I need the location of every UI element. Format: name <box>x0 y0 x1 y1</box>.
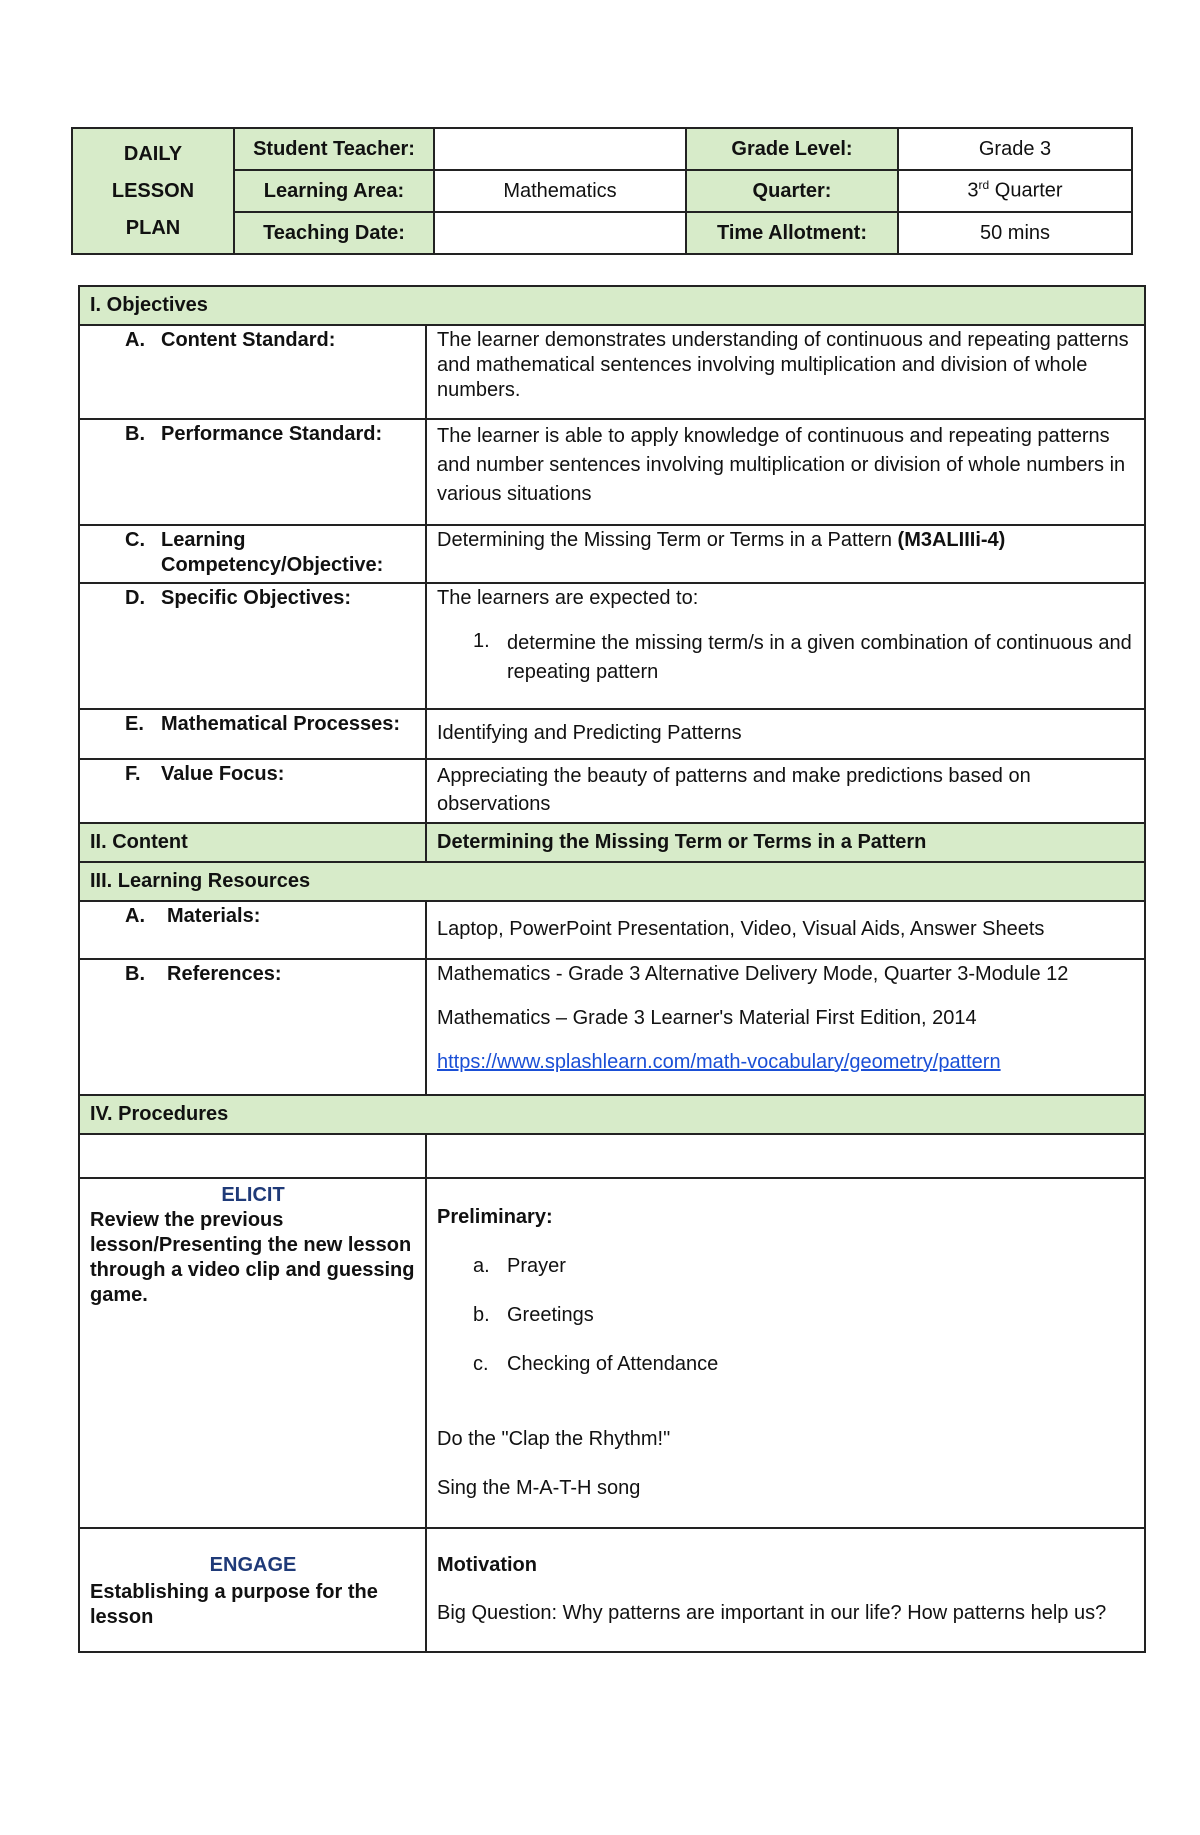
daily-lesson-plan-title <box>72 128 234 254</box>
engage-cell <box>79 1528 426 1652</box>
quarter-value <box>898 170 1132 212</box>
elicit-cell <box>79 1178 426 1528</box>
title-line: DAILY <box>123 142 183 165</box>
competency-code: (M3ALIIIi-4) <box>897 529 1006 551</box>
performance-standard-label <box>79 419 426 525</box>
item-text: Checking of Attendance <box>507 1353 719 1375</box>
item-key: B. <box>125 423 145 445</box>
item-label: Performance Standard: <box>161 423 383 445</box>
specific-objectives-cell <box>426 583 1145 709</box>
mathematical-processes-label <box>79 709 426 759</box>
item-key: F. <box>125 763 141 785</box>
teaching-date-label: Teaching Date: <box>234 212 434 254</box>
item-number: 1. <box>473 630 490 652</box>
engage-description: Establishing a purpose for the lesson <box>90 1581 378 1628</box>
engage-phase: ENGAGE <box>209 1554 297 1576</box>
item-label: Specific Objectives: <box>161 587 352 609</box>
content-standard-label <box>79 325 426 419</box>
quarter-number: 3 <box>967 179 979 202</box>
content-standard-text: The learner demonstrates understanding of continuous and repeating patterns and mathematical sentences involving multiplication and division of whole numbers. <box>426 325 1145 419</box>
quarter-suffix: rd <box>978 178 990 193</box>
time-allotment-value: 50 mins <box>898 212 1132 254</box>
item-label: Content Standard: <box>161 329 336 351</box>
materials-text: Laptop, PowerPoint Presentation, Video, Visual Aids, Answer Sheets <box>426 901 1145 959</box>
student-teacher-label: Student Teacher: <box>234 128 434 170</box>
item-key: A. <box>125 905 145 927</box>
performance-standard-text: The learner is able to apply knowledge of continuous and repeating patterns and number sentences involving multiplication or division of whole numbers in various situations <box>426 419 1145 525</box>
list-item <box>437 629 1135 687</box>
learning-competency-text <box>426 525 1145 583</box>
list-item <box>437 1352 1135 1377</box>
reference-link[interactable]: https://www.splashlearn.com/math-vocabulary/geometry/pattern <box>437 1051 1001 1073</box>
learning-resources-heading: III. Learning Resources <box>79 862 1145 901</box>
activity-text: Do the "Clap the Rhythm!" <box>437 1428 671 1450</box>
list-item <box>437 1254 1135 1279</box>
preliminary-label: Preliminary: <box>437 1206 553 1228</box>
time-allotment-label: Time Allotment: <box>686 212 898 254</box>
specific-objectives-list <box>437 629 1135 687</box>
elicit-activities-cell <box>426 1178 1145 1528</box>
references-label <box>79 959 426 1095</box>
item-key: a. <box>473 1255 490 1277</box>
elicit-phase: ELICIT <box>221 1184 285 1206</box>
lesson-plan-body <box>78 285 1146 1653</box>
item-key: A. <box>125 329 145 351</box>
lesson-plan-header <box>71 127 1133 255</box>
competency-text: Determining the Missing Term or Terms in a Pattern <box>437 529 898 551</box>
title-line: PLAN <box>125 216 181 239</box>
materials-label <box>79 901 426 959</box>
content-heading: II. Content <box>79 823 426 862</box>
item-key: B. <box>125 963 145 985</box>
title-line: LESSON <box>111 179 195 202</box>
student-teacher-field[interactable] <box>434 128 686 170</box>
item-label: Learning Competency/Objective: <box>161 529 384 576</box>
teaching-date-field[interactable] <box>434 212 686 254</box>
item-key: E. <box>125 713 144 735</box>
big-question-text: Big Question: Why patterns are important in our life? How patterns help us? <box>437 1602 1107 1624</box>
activity-text: Sing the M-A-T-H song <box>437 1477 641 1499</box>
list-item <box>437 1303 1135 1328</box>
item-key: D. <box>125 587 145 609</box>
item-text: Prayer <box>507 1255 566 1277</box>
specific-objectives-intro: The learners are expected to: <box>437 587 699 609</box>
motivation-label: Motivation <box>437 1554 537 1576</box>
grade-level-label: Grade Level: <box>686 128 898 170</box>
learning-area-label: Learning Area: <box>234 170 434 212</box>
item-label: Value Focus: <box>161 763 285 785</box>
item-text: determine the missing term/s in a given combination of continuous and repeating pattern <box>507 632 1132 683</box>
item-key: c. <box>473 1353 489 1375</box>
value-focus-label <box>79 759 426 823</box>
quarter-word: Quarter <box>989 179 1063 202</box>
empty-cell <box>426 1134 1145 1178</box>
objectives-heading: I. Objectives <box>79 286 1145 325</box>
specific-objectives-label <box>79 583 426 709</box>
elicit-description: Review the previous lesson/Presenting the new lesson through a video clip and guessing game. <box>90 1209 415 1306</box>
quarter-label: Quarter: <box>686 170 898 212</box>
value-focus-text: Appreciating the beauty of patterns and make predictions based on observations <box>426 759 1145 823</box>
reference-item: Mathematics – Grade 3 Learner's Material First Edition, 2014 <box>437 1007 977 1029</box>
learning-area-value: Mathematics <box>434 170 686 212</box>
content-value: Determining the Missing Term or Terms in a Pattern <box>426 823 1145 862</box>
learning-competency-label <box>79 525 426 583</box>
references-cell <box>426 959 1145 1095</box>
item-label: Mathematical Processes: <box>161 713 401 735</box>
item-key: C. <box>125 529 145 551</box>
item-text: Greetings <box>507 1304 594 1326</box>
item-key: b. <box>473 1304 490 1326</box>
item-label: References: <box>167 963 282 985</box>
item-label: Materials: <box>167 905 261 927</box>
reference-item: Mathematics - Grade 3 Alternative Delivery Mode, Quarter 3-Module 12 <box>437 963 1069 985</box>
mathematical-processes-text: Identifying and Predicting Patterns <box>426 709 1145 759</box>
procedures-heading: IV. Procedures <box>79 1095 1145 1134</box>
grade-level-value: Grade 3 <box>898 128 1132 170</box>
engage-activities-cell <box>426 1528 1145 1652</box>
empty-cell <box>79 1134 426 1178</box>
